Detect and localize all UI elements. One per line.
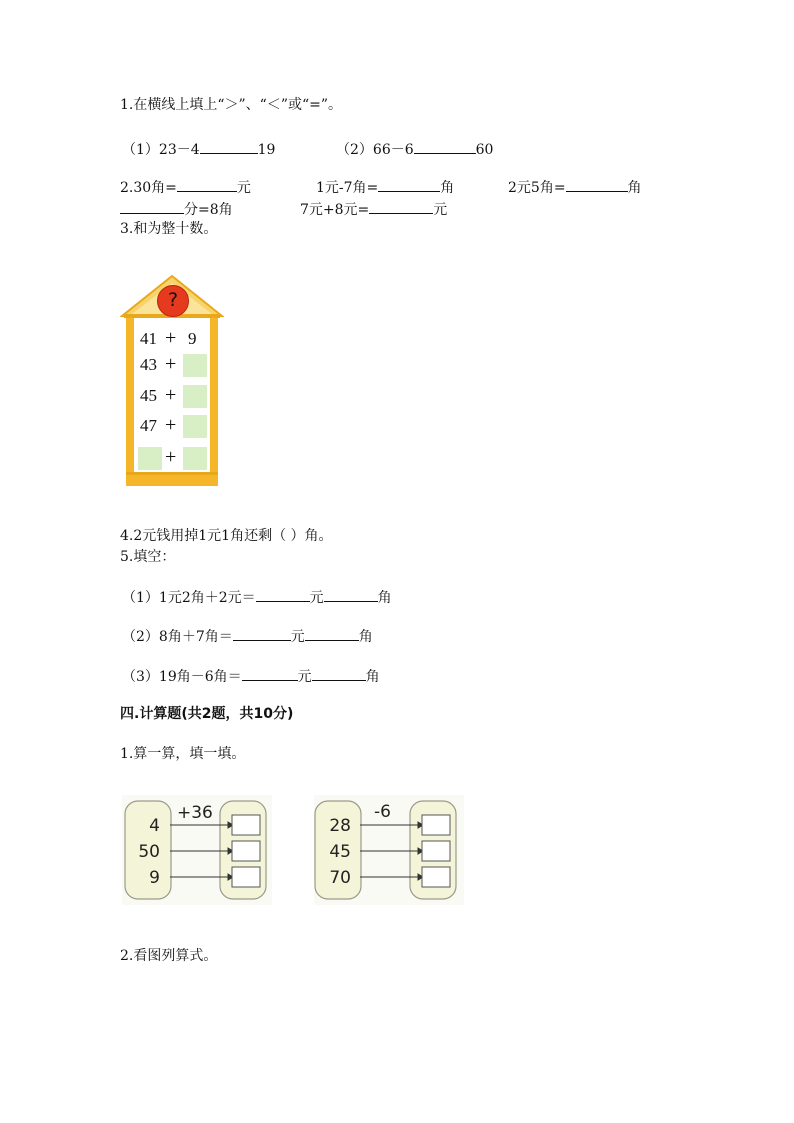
house-row-3-left: 45 bbox=[140, 386, 157, 405]
calc-left-input-2: 50 bbox=[138, 842, 160, 862]
q2-5-pre: 7元+8元= bbox=[300, 202, 370, 218]
q2-3-pre: 2元5角= bbox=[508, 180, 566, 196]
section-4-heading: 四.计算题(共2题，共10分) bbox=[120, 706, 294, 722]
calc-left-answer-box-3[interactable] bbox=[232, 867, 260, 887]
house-right-column bbox=[210, 316, 218, 474]
calc-left-operation: +36 bbox=[177, 803, 213, 823]
calc-left-answer-box-1[interactable] bbox=[232, 815, 260, 835]
q1-title: 1.在横线上填上“＞”、“＜”或“=”。 bbox=[120, 97, 343, 113]
q5-item-2 bbox=[122, 626, 373, 646]
calc-right-input-2: 45 bbox=[329, 842, 351, 862]
q5-3-jiao: 角 bbox=[365, 669, 380, 685]
question-mark-icon: ? bbox=[167, 289, 179, 311]
house-row-5-op: + bbox=[165, 446, 177, 468]
house-row-4-op: + bbox=[165, 414, 177, 436]
q2-5-post: 元 bbox=[433, 202, 448, 218]
q2-1-blank[interactable] bbox=[177, 177, 237, 192]
q5-item-3 bbox=[122, 666, 380, 686]
q2-item-3 bbox=[508, 177, 642, 197]
house-row-2-left: 43 bbox=[140, 355, 157, 374]
q2-3-blank[interactable] bbox=[566, 177, 628, 192]
q5-2-yuan: 元 bbox=[290, 629, 305, 645]
q2-1-post: 元 bbox=[236, 180, 251, 196]
q5-2-jiao: 角 bbox=[358, 629, 373, 645]
q1-a-blank[interactable] bbox=[200, 139, 258, 154]
q1-item-a bbox=[122, 139, 275, 159]
q5-title: 5.填空： bbox=[120, 549, 176, 565]
house-row-5-left-box[interactable] bbox=[138, 447, 162, 470]
house-row-3-answer-box[interactable] bbox=[183, 385, 207, 408]
q2-item-5 bbox=[300, 199, 447, 219]
house-row-1-op: + bbox=[165, 327, 177, 349]
calc-left-answer-box-2[interactable] bbox=[232, 841, 260, 861]
house-row-4-answer-box[interactable] bbox=[183, 415, 207, 438]
q5-1-yuan: 元 bbox=[309, 590, 324, 606]
calc-problem-2-title: 2.看图列算式。 bbox=[120, 948, 218, 964]
house-row-1-left: 41 bbox=[140, 329, 157, 348]
q5-3-yuan-blank[interactable] bbox=[242, 666, 298, 681]
calc-right-input-3: 70 bbox=[329, 868, 351, 888]
q2-item-1 bbox=[120, 177, 251, 197]
house-row-5-right-box[interactable] bbox=[183, 447, 207, 470]
calc-right-answer-box-2[interactable] bbox=[422, 841, 450, 861]
house-left-column bbox=[126, 316, 134, 474]
house-base-edge bbox=[126, 472, 218, 475]
house-row-2-answer-box[interactable] bbox=[183, 354, 207, 377]
q2-4-post: 分=8角 bbox=[184, 202, 233, 218]
house-row-4-left: 47 bbox=[140, 416, 157, 435]
q5-3-yuan: 元 bbox=[297, 669, 312, 685]
q5-item-1 bbox=[122, 587, 392, 607]
q2-2-blank[interactable] bbox=[378, 177, 440, 192]
q2-2-pre: 1元-7角= bbox=[316, 180, 379, 196]
q2-5-blank[interactable] bbox=[369, 199, 433, 214]
house-base bbox=[126, 474, 218, 486]
q5-1-pre: （1）1元2角＋2元＝ bbox=[122, 590, 256, 606]
calc-left-input-3: 9 bbox=[149, 868, 160, 888]
q5-3-pre: （3）19角－6角＝ bbox=[122, 669, 242, 685]
q1-item-b bbox=[336, 139, 493, 159]
calc-left-input-1: 4 bbox=[149, 816, 160, 836]
calc-figure bbox=[122, 795, 472, 905]
q2-4-blank[interactable] bbox=[120, 199, 184, 214]
q1-b-blank[interactable] bbox=[414, 139, 476, 154]
calc-right-answer-box-1[interactable] bbox=[422, 815, 450, 835]
q4-text: 4.2元钱用掉1元1角还剩（ ）角。 bbox=[120, 528, 333, 544]
sum-house-figure bbox=[120, 274, 224, 486]
calc-drawing bbox=[122, 795, 472, 905]
q2-3-post: 角 bbox=[627, 180, 642, 196]
q5-3-jiao-blank[interactable] bbox=[312, 666, 366, 681]
q5-1-jiao: 角 bbox=[377, 590, 392, 606]
house-row-1-right: 9 bbox=[188, 329, 197, 348]
calc-right-operation: -6 bbox=[374, 802, 391, 822]
calc-problem-1-title: 1.算一算，填一填。 bbox=[120, 746, 246, 762]
q5-1-yuan-blank[interactable] bbox=[256, 587, 310, 602]
q5-2-yuan-blank[interactable] bbox=[233, 626, 291, 641]
q1-b-label: （2）66－6 bbox=[336, 142, 414, 158]
house-row-2-op: + bbox=[165, 353, 177, 375]
q2-item-4 bbox=[120, 199, 233, 219]
q1-a-end: 19 bbox=[257, 142, 276, 158]
q3-title: 3.和为整十数。 bbox=[120, 221, 218, 237]
q1-b-end: 60 bbox=[475, 142, 494, 158]
house-row-3-op: + bbox=[165, 384, 177, 406]
q2-2-post: 角 bbox=[440, 180, 455, 196]
q1-a-label: （1）23－4 bbox=[122, 142, 200, 158]
q5-1-jiao-blank[interactable] bbox=[324, 587, 378, 602]
calc-right-input-1: 28 bbox=[329, 816, 351, 836]
q5-2-pre: （2）8角＋7角＝ bbox=[122, 629, 233, 645]
q2-item-2 bbox=[316, 177, 454, 197]
calc-right-answer-box-3[interactable] bbox=[422, 867, 450, 887]
q2-1-pre: 2.30角= bbox=[120, 180, 177, 196]
q5-2-jiao-blank[interactable] bbox=[305, 626, 359, 641]
